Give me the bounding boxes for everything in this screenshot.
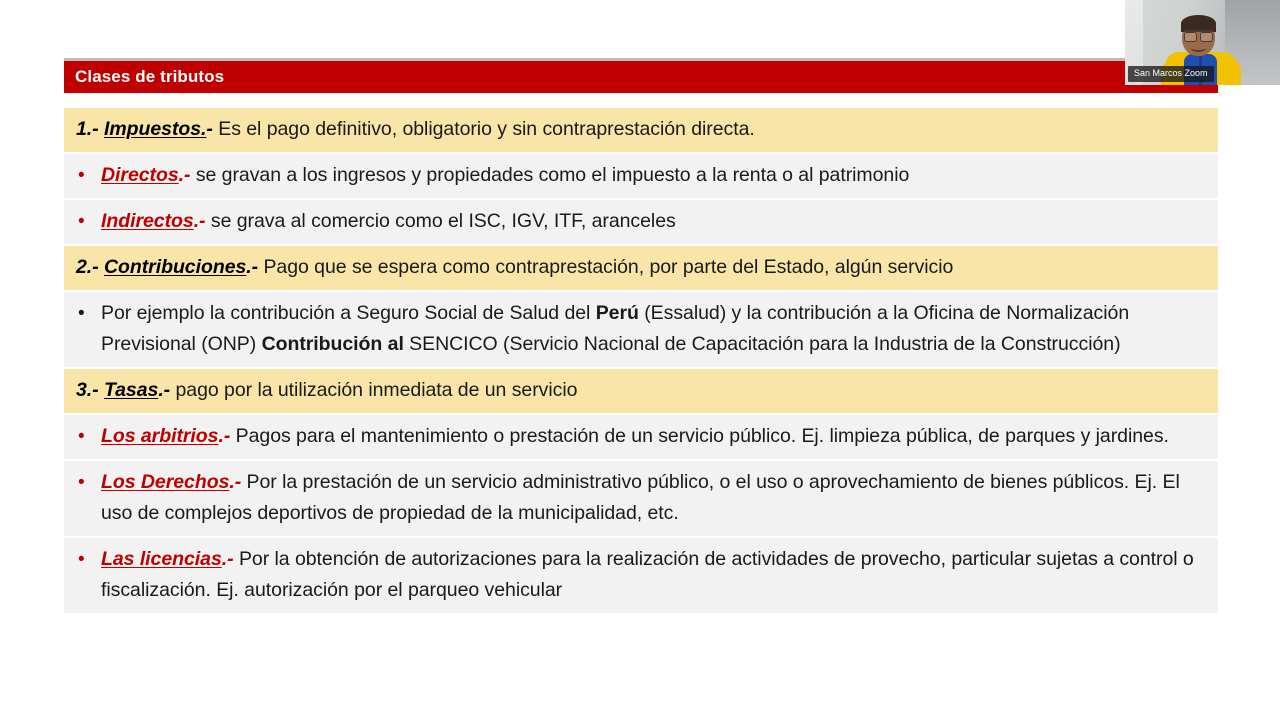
bullet-body: se gravan a los ingresos y propiedades como el impuesto a la renta o al patrimonio xyxy=(190,164,910,186)
bullet-text xyxy=(101,467,1210,529)
content-row xyxy=(64,369,1218,415)
heading-text xyxy=(72,252,1210,283)
bullet-keyword-tail: .- xyxy=(221,548,234,570)
bullet-text xyxy=(101,160,1210,191)
bullet-text xyxy=(101,421,1210,452)
bullet-keyword-tail: .- xyxy=(218,425,231,447)
slide-title: Clases de tributos xyxy=(75,67,225,86)
content-row xyxy=(64,461,1218,538)
emphasis-text: Perú xyxy=(595,302,639,324)
bullet-text xyxy=(101,206,1210,237)
bullet-item xyxy=(72,298,1210,360)
bullet-icon: • xyxy=(78,211,85,232)
heading-keyword: Impuestos. xyxy=(103,118,207,140)
content-row xyxy=(64,154,1218,200)
bullet-body: Por la obtención de autorizaciones para la realización de actividades de provecho, particular sujetas a control o fiscalización. Ej. autorización por el parqueo vehicular xyxy=(101,548,1194,601)
bullet-keyword-tail: .- xyxy=(178,164,191,186)
person-smile xyxy=(1191,44,1206,52)
bullet-body: Por la prestación de un servicio administrativo público, o el uso o aprovechamiento de bienes públicos. Ej. El uso de complejos deportivos de propiedad de la municipalidad, etc. xyxy=(101,471,1180,524)
paragraph-text: (Essalud) y la contribución a la Oficina de Normalización Previsional (ONP) xyxy=(101,302,1130,355)
bullet-item xyxy=(72,421,1210,452)
paragraph-text: SENCICO (Servicio Nacional de Capacitación para la Industria de la Construcción) xyxy=(403,333,1121,355)
participant-name-label: San Marcos Zoom xyxy=(1128,66,1214,82)
bullet-keyword: Los arbitrios xyxy=(101,425,219,447)
content-row xyxy=(64,246,1218,292)
paragraph-text: Por ejemplo la contribución a Seguro Social de Salud del xyxy=(101,302,596,324)
heading-number: 2.- xyxy=(76,256,99,278)
bullet-keyword: Indirectos xyxy=(101,210,194,232)
heading-keyword-tail: .- xyxy=(158,379,171,401)
bullet-text xyxy=(101,544,1210,606)
bullet-text xyxy=(101,298,1210,360)
bullet-item xyxy=(72,467,1210,529)
heading-number: 1.- xyxy=(76,118,99,140)
heading-keyword: Tasas xyxy=(103,379,159,401)
heading-text xyxy=(72,114,1210,145)
bullet-keyword-tail: .- xyxy=(193,210,206,232)
content-row xyxy=(64,292,1218,369)
heading-body: Pago que se espera como contraprestación, por parte del Estado, algún servicio xyxy=(258,256,954,278)
bullet-icon: • xyxy=(78,426,85,447)
bullet-keyword: Directos xyxy=(101,164,179,186)
bullet-icon: • xyxy=(78,165,85,186)
content-row xyxy=(64,200,1218,246)
heading-text xyxy=(72,375,1210,406)
bullet-keyword: Las licencias xyxy=(101,548,222,570)
bullet-icon: • xyxy=(78,472,85,493)
bullet-body: se grava al comercio como el ISC, IGV, ITF, aranceles xyxy=(205,210,676,232)
heading-body: Es el pago definitivo, obligatorio y sin contraprestación directa. xyxy=(212,118,755,140)
bullet-keyword: Los Derechos xyxy=(101,471,230,493)
bullet-keyword-tail: .- xyxy=(229,471,242,493)
content-row xyxy=(64,108,1218,154)
bullet-icon: • xyxy=(78,303,85,324)
slide-title-banner xyxy=(64,58,1218,93)
bullet-body: Pagos para el mantenimiento o prestación de un servicio público. Ej. limpieza pública, de parques y jardines. xyxy=(230,425,1169,447)
bullet-item xyxy=(72,160,1210,191)
video-thumbnail[interactable] xyxy=(1125,0,1280,85)
heading-keyword-tail: - xyxy=(206,118,213,140)
bullet-item xyxy=(72,206,1210,237)
emphasis-text: Contribución al xyxy=(261,333,404,355)
heading-keyword-tail: .- xyxy=(246,256,259,278)
bullet-item xyxy=(72,544,1210,606)
heading-body: pago por la utilización inmediata de un servicio xyxy=(170,379,578,401)
content-rows xyxy=(64,108,1218,615)
heading-number: 3.- xyxy=(76,379,99,401)
content-row xyxy=(64,415,1218,461)
person-glasses xyxy=(1184,30,1213,39)
content-row xyxy=(64,538,1218,615)
bullet-icon: • xyxy=(78,549,85,570)
heading-keyword: Contribuciones xyxy=(103,256,247,278)
